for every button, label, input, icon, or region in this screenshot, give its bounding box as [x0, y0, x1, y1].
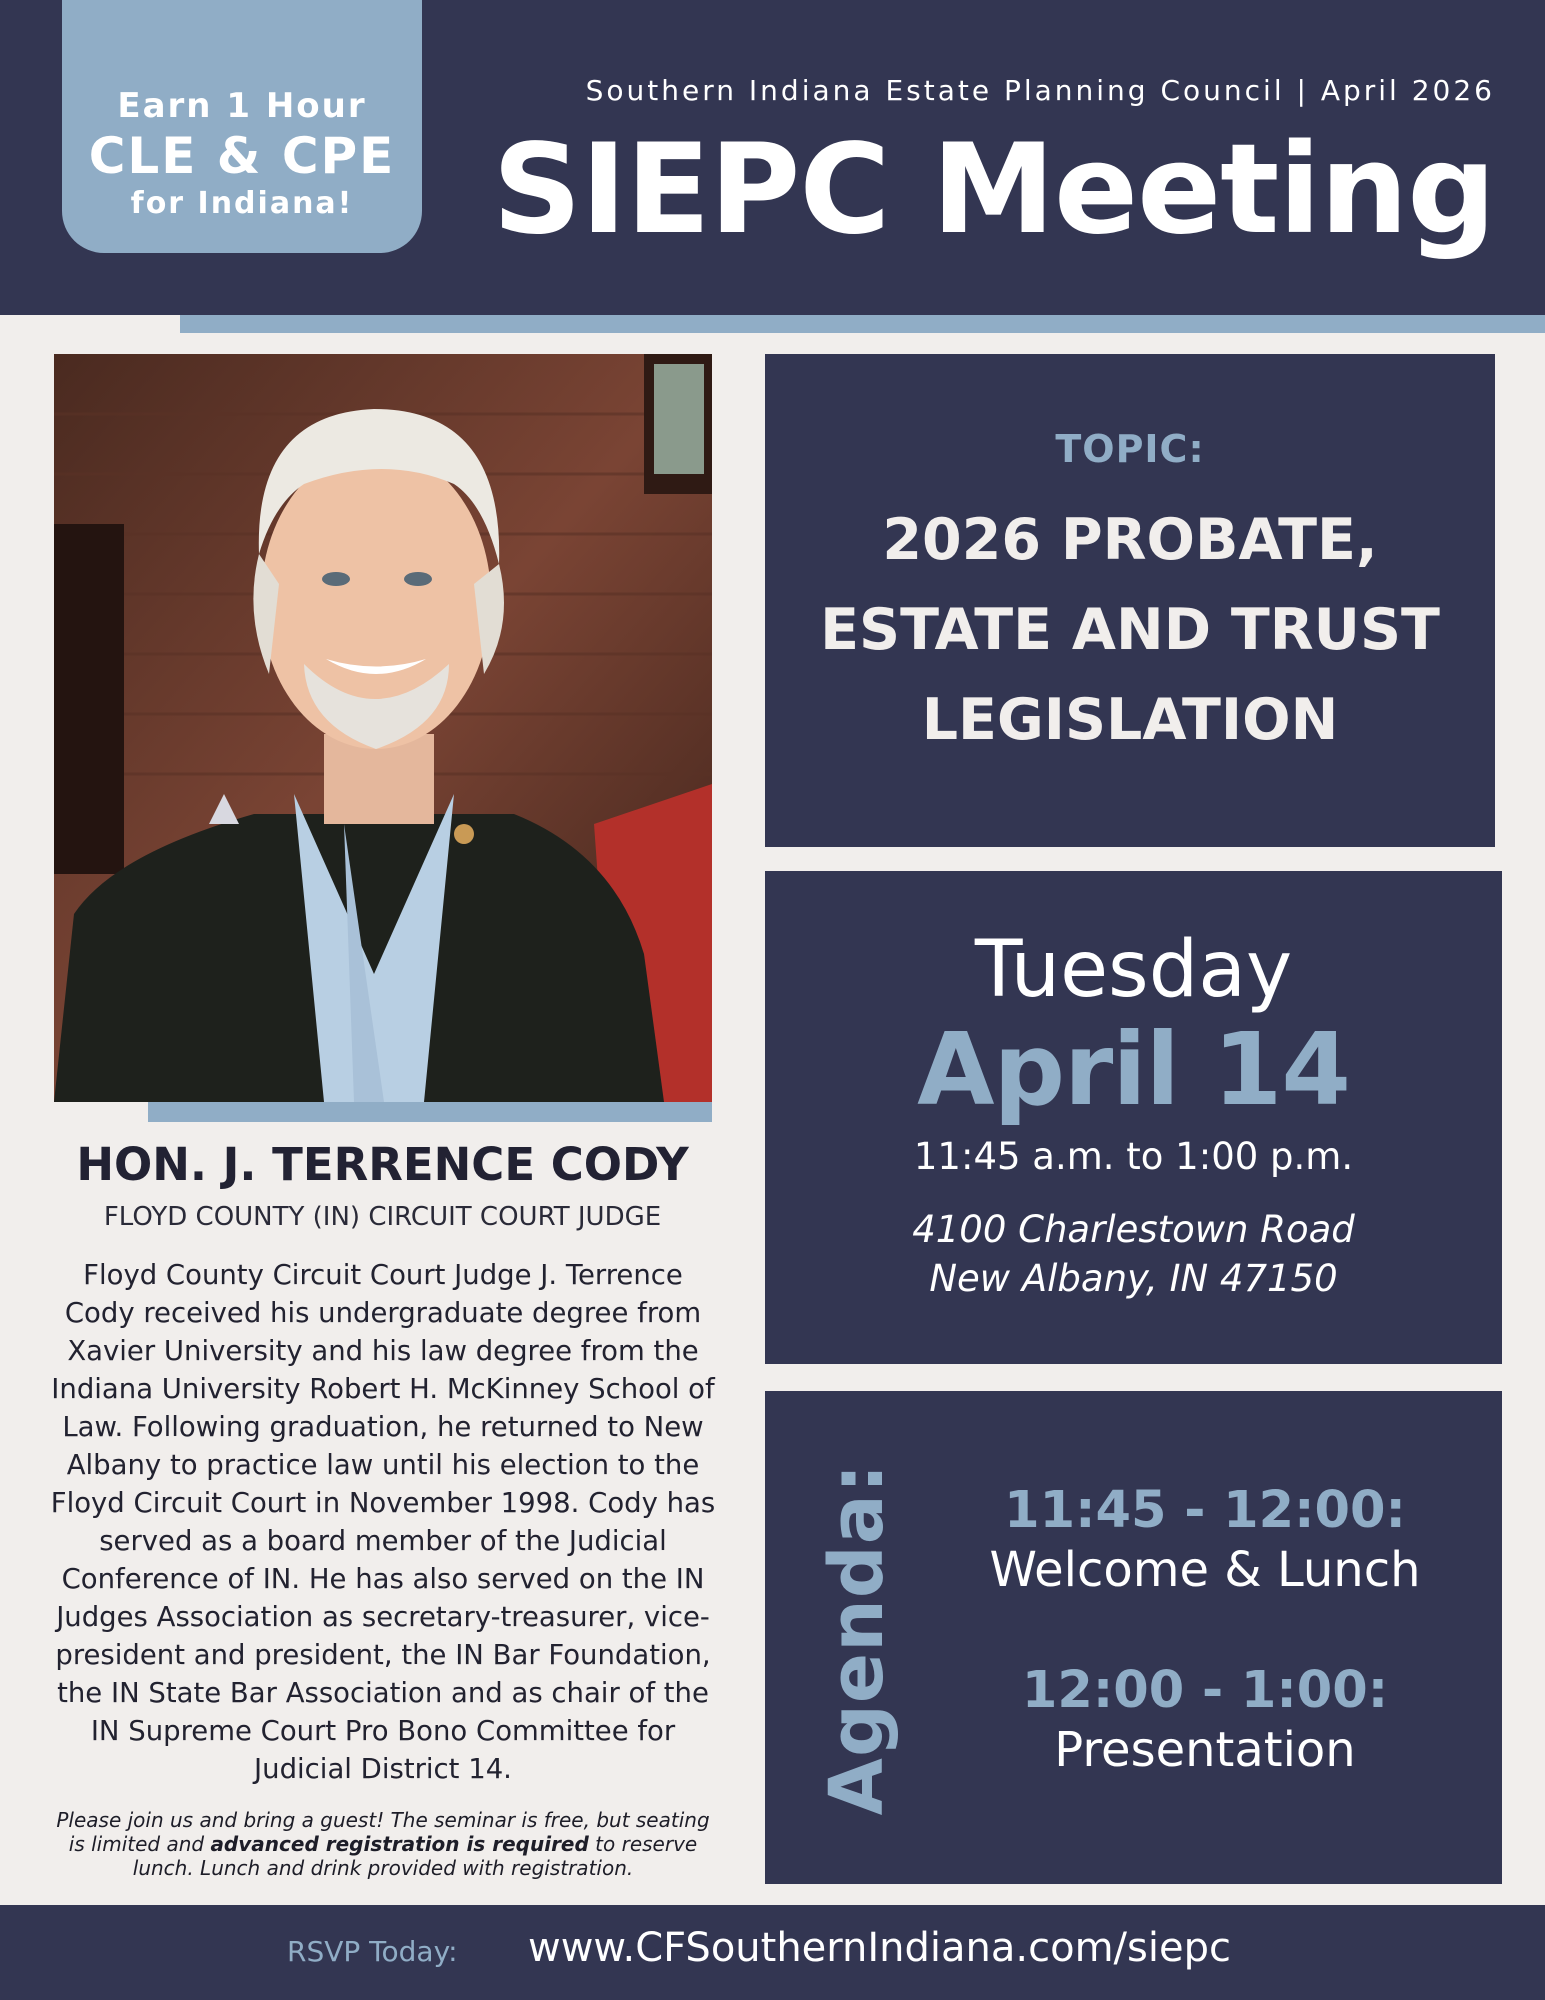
agenda-item [945, 1481, 1465, 1599]
cle-badge-line1: Earn 1 Hour [117, 86, 367, 126]
invitation-note [48, 1808, 718, 1880]
speaker-name: HON. J. TERRENCE CODY [76, 1138, 689, 1191]
agenda-item-time: 11:45 - 12:00: [1004, 1481, 1406, 1540]
header-banner [0, 0, 1545, 315]
event-address-line1: 4100 Charlestown Road [912, 1208, 1355, 1251]
speaker-photo [54, 354, 712, 1102]
agenda-panel [765, 1391, 1502, 1884]
page-title: SIEPC Meeting [492, 118, 1495, 262]
topic-title: 2026 PROBATE, ESTATE AND TRUST LEGISLATION [820, 507, 1440, 753]
agenda-item-description: Presentation [1054, 1722, 1356, 1778]
event-address-line2: New Albany, IN 47150 [929, 1257, 1338, 1300]
event-day: Tuesday [974, 925, 1293, 1015]
agenda-item-description: Welcome & Lunch [989, 1542, 1421, 1598]
speaker-bio: Floyd County Circuit Court Judge J. Terrence Cody received his undergraduate degree from Xavier University and his law degree from the Indiana University Robert H. McKinney School of Law. Following graduation, he returned to New Albany to practice law until his election to the Floyd Circuit Court in November 1998. Cody has served as a board member of the Judicial Conference of IN. He has also served on the IN Judges Association as secretary-treasurer, vice-president and president, the IN Bar Foundation, the IN State Bar Association and as chair of the IN Supreme Court Pro Bono Committee for Judicial District 14. [50, 1259, 716, 1785]
agenda-item [945, 1661, 1465, 1779]
org-date-line: Southern Indiana Estate Planning Council | April 2026 [585, 74, 1495, 107]
header-accent-stripe [180, 315, 1545, 333]
photo-accent-stripe [148, 1102, 712, 1122]
event-details-panel [765, 871, 1502, 1364]
cle-badge-line2: CLE & CPE [88, 127, 396, 185]
invitation-text-2: to reserve lunch. Lunch and drink provided with registration. [132, 1832, 698, 1880]
event-time: 11:45 a.m. to 1:00 p.m. [913, 1135, 1354, 1178]
rsvp-link[interactable]: www.CFSouthernIndiana.com/siepc [528, 1925, 1231, 1971]
invitation-emphasis: advanced registration is required [210, 1832, 589, 1856]
agenda-item-time: 12:00 - 1:00: [1021, 1661, 1389, 1720]
topic-panel [765, 354, 1495, 847]
cle-badge [62, 0, 422, 253]
speaker-portrait-illustration [54, 354, 712, 1102]
event-date: April 14 [917, 1011, 1350, 1128]
rsvp-label: RSVP Today: [287, 1935, 458, 1968]
invitation-text-1: Please join us and bring a guest! The seminar is free, but seating is limited and [56, 1808, 710, 1856]
topic-label: TOPIC: [1055, 427, 1205, 471]
speaker-role: FLOYD COUNTY (IN) CIRCUIT COURT JUDGE [103, 1202, 662, 1232]
footer-bar [0, 1905, 1545, 2000]
cle-badge-line3: for Indiana! [130, 186, 354, 221]
agenda-title: Agenda: [814, 1462, 900, 1816]
